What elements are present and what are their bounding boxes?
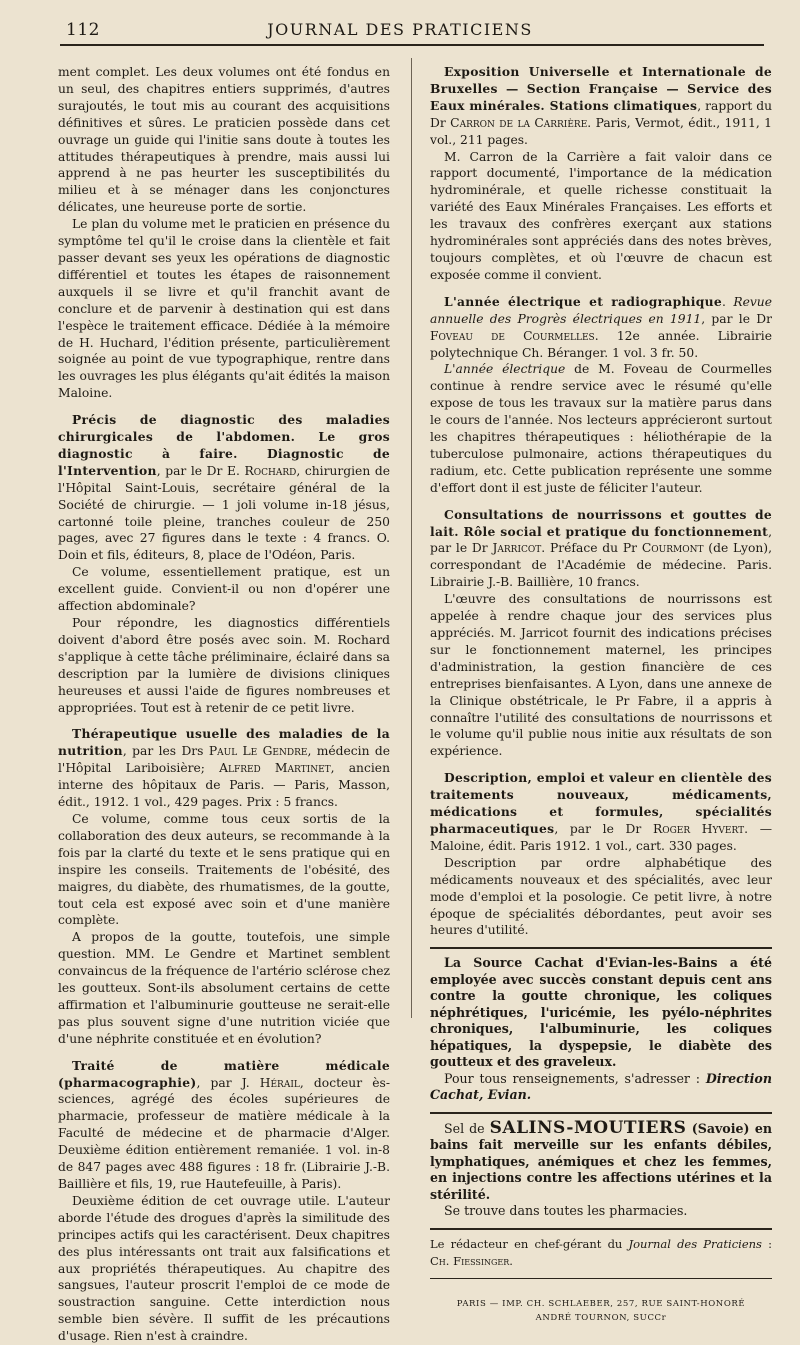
ad-text: Se trouve dans toutes les pharmacies. <box>444 1203 688 1219</box>
paragraph: L'œuvre des consultations de nourrissons est appelée à rendre chaque jour des services plus appréciés. M. Jarricot fournit des indications précises sur le fonctionnement maternel, les principes d'administration, la gestion financière de ces entreprises bienfaisantes. A Lyon, dans une annexe de la Clinique obstétricale, le Pr Fabre, il a appris à connaître l'utilité des consultations de nourrissons et le volume qu'il publie nous initie aux résultats de son expérience. <box>430 592 772 759</box>
review-rochard <box>58 412 390 716</box>
header-rule <box>60 44 764 46</box>
page-number: 112 <box>66 20 100 40</box>
printer-line: ANDRÉ TOURNON, SUCCr <box>535 1312 667 1323</box>
review-citation: . Paris, Vermot, édit., 1911, 1 vol., 211 pages. <box>430 115 772 147</box>
review-citation: , docteur ès-sciences, agrégé des écoles supérieures de pharmacie, professeur de matière médicale à la Faculté de médecine et de pharmacie d'Alger. Deuxième édition entièrement remaniée. 1 vol. in-8 de 847 pages avec 488 figures : 18 fr. (Librairie J.-B. Baillière et fils, 19, rue Hautefeuille, à Paris). <box>58 1075 390 1191</box>
review-subtitle: Revue annuelle des Progrès électriques en 1911 <box>430 294 772 326</box>
review-jarricot <box>430 507 772 761</box>
ad-salins-moutiers <box>430 1117 772 1220</box>
editor-line <box>430 1236 772 1270</box>
column-divider <box>411 58 412 1018</box>
review-title: Description, emploi et valeur en clientèle des traitements nouveaux, médicaments, médications et formules, spécialités pharmaceutiques <box>430 770 772 836</box>
editor-sep: : <box>761 1236 772 1251</box>
printer-line: PARIS — IMP. CH. SCHLAEBER, 257, RUE SAINT-HONORÉ <box>456 1298 746 1309</box>
review-by: , par J. <box>196 1075 260 1090</box>
review-citation: , chirurgien de l'Hôpital Saint-Louis, secrétaire général de la Société de chirurgie. — 1 joli volume in-18 jésus, cartonné toile pleine, tranches couleur de 250 pages, avec 27 figures dans le texte : 4 francs. O. Doin et fils, éditeurs, 8, place de l'Odéon, Paris. <box>58 463 390 563</box>
review-author: E. Rochard <box>227 463 297 478</box>
paragraph: Deuxième édition de cet ouvrage utile. L'auteur aborde l'étude des drogues d'après la similitude des principes actifs qui les caractérisent. Deux chapitres des plus intéressants ont trait aux falsifications et aux propriétés thérapeutiques. Au chapitre des sangsues, l'auteur proscrit l'emploi de ce mode de soustraction sanguine. Cette interdiction nous semble bien sévère. Il suffit de les précautions d'usage. Rien n'est à craindre. <box>58 1193 390 1344</box>
review-by: , par les Drs <box>122 744 209 759</box>
review-title: Thérapeutique usuelle des maladies de la nutrition <box>58 726 390 759</box>
ad-contact: Direction Cachat, Evian. <box>430 1070 772 1103</box>
right-column <box>430 64 772 1325</box>
ad-prefix: Sel de <box>444 1120 490 1136</box>
intro-continuation <box>58 64 390 402</box>
paragraph: Description par ordre alphabétique des médicaments nouveaux et des spécialités, avec leur mode d'emploi et la posologie. Ce petit livre, à notre époque de spécialités débordantes, peut avoir ses heures d'utilité. <box>430 855 772 938</box>
review-author: Carron de la Carrière <box>450 115 588 130</box>
paragraph: ment complet. Les deux volumes ont été fondus en un seul, des chapitres entiers supprimés, d'autres surajoutés, le tout mis au courant des acquisitions définitives et sûres. Le praticien possède dans cet ouvrage un guide qui l'initie sans doute à toutes les attitudes thérapeutiques à prendre, mais aussi lui apprend à ne pas heurter les susceptibilités du milieu et à se ménager dans les conjonctures délicates, une heureuse porte de sortie. <box>58 65 390 215</box>
paragraph: M. Carron de la Carrière a fait valoir dans ce rapport documenté, l'importance de la médication hydrominérale, et quelle richesse constituait la variété des Eaux Minérales Françaises. Les efforts et les travaux des confrères exerçant aux stations hydrominérales sont appréciés dans des notes brèves, toujours complètes, et où l'œuvre de chacun est exposée comme il convient. <box>430 149 772 282</box>
review-by: , par le Dr <box>430 524 772 556</box>
review-by: , rapport du Dr <box>430 98 772 130</box>
editor-journal: Journal des Praticiens <box>628 1236 762 1251</box>
review-citation: . 12e année. Librairie polytechnique Ch. Béranger. 1 vol. 3 fr. 50. <box>430 328 772 360</box>
review-author: Foveau de Courmelles <box>430 328 595 343</box>
page-header <box>0 0 800 50</box>
review-title: Traité de matière médicale (pharmacographie) <box>58 1057 390 1090</box>
review-by: , par le Dr <box>156 463 227 478</box>
review-author: Hérail <box>259 1075 300 1090</box>
review-by: , par le Dr <box>554 821 653 836</box>
paragraph: Le plan du volume met le praticien en présence du symptôme tel qu'il le croise dans la clientèle et fait passer devant ses yeux les opérations de diagnostic différentiel et toutes les étapes de raisonnement auxquels il se livre et qu'il franchit avant de conclure et de parvenir à destination qui est dans l'espèce le traitement efficace. Dédiée à la mémoire de H. Huchard, l'édition présente, particulièrement soignée au point de vue typographique, rentre dans les ouvrages les plus élégants qu'ait édités la maison Maloine. <box>58 217 390 401</box>
review-author: Courmont <box>641 541 704 556</box>
paragraph: Pour répondre, les diagnostics différentiels doivent d'abord être posés avec soin. M. Rochard s'applique à cette tâche préliminaire, éclairé dans sa description par la lumière de divisions cliniques heureuses et aussi l'aide de figures nombreuses et appropriées. Tout est à retenir de ce petit livre. <box>58 616 390 715</box>
paragraph: Ce volume, essentiellement pratique, est un excellent guide. Convient-il ou non d'opérer une affection abdominale? <box>58 565 390 614</box>
review-author: Alfred Martinet <box>219 761 331 776</box>
review-author: Paul Le Gendre <box>208 744 308 759</box>
review-citation: . Préface du Pr <box>541 541 642 556</box>
printer-imprint <box>430 1297 772 1325</box>
review-title: Exposition Universelle et Internationale de Bruxelles — Section Française — Service des Eaux minérales. Stations climatiques <box>430 64 772 113</box>
review-citation: . — Maloine, édit. Paris 1912. 1 vol., cart. 330 pages. <box>430 821 772 853</box>
review-title: Consultations de nourrissons et gouttes de lait. Rôle social et pratique du fonctionnement <box>430 506 772 539</box>
ad-contact-prefix: Pour tous renseignements, s'adresser : <box>444 1070 706 1086</box>
ad-rule <box>430 1112 772 1114</box>
ad-rule <box>430 1228 772 1230</box>
review-foveau: L'année électrique et radiographique. Revue annuelle des Progrès électriques en 1911, par le Dr Foveau de Courmelles. 12e année. Librairie polytechnique Ch. Béranger. 1 vol. 3 fr. 50. L'année électrique de M. Foveau de Courmelles continue à rendre service avec le résumé qu'elle expose de tous les travaux sur la matière parus dans le cours de l'année. Nos lecteurs apprécieront surtout les chapitres thérapeutiques : héliothérapie de la tuberculose pulmonaire, actions thérapeutiques du radium, etc. Cette publication représente une somme d'effort dont il est juste de féliciter l'auteur. <box>430 293 772 495</box>
review-author: Jarricot <box>492 541 542 556</box>
book-title-inline: L'année électrique <box>444 362 566 377</box>
review-citation: , ancien interne des hôpitaux de Paris. — Paris, Masson, édit., 1912. 1 vol., 429 pages. Prix : 5 francs. <box>58 761 390 810</box>
editor-name: Ch. Fiessinger. <box>430 1253 513 1268</box>
paragraph: Ce volume, comme tous ceux sortis de la collaboration des deux auteurs, se recommande à la fois par la clarté du texte et le sens pratique qui en inspire les conseils. Traitements de l'obésité, des maigres, du diabète, des rhumatismes, de la goutte, tout cela est exposé avec soin et d'une manière complète. <box>58 811 390 928</box>
review-title: L'année électrique et radiographique <box>444 293 723 309</box>
review-hyvert <box>430 770 772 939</box>
review-herail <box>58 1058 390 1345</box>
ad-rule <box>430 947 772 949</box>
ad-text: La Source Cachat d'Evian-les-Bains a été employée avec succès constant depuis cent ans contre la goutte chronique, les coliques néphrétiques, l'uricémie, les pyélo-néphrites chroniques, l'albuminurie, les coliques hépatiques, la dyspepsie, le diabète des goutteux et des graveleux. <box>430 955 772 1070</box>
paragraph: de M. Foveau de Courmelles continue à rendre service avec le résumé qu'elle expose de tous les travaux sur la matière parus dans le cours de l'année. Nos lecteurs apprécieront surtout les chapitres thérapeutiques : héliothérapie de la tuberculose pulmonaire, actions thérapeutiques du radium, etc. Cette publication représente une somme d'effort dont il est juste de féliciter l'auteur. <box>430 362 772 495</box>
journal-title: JOURNAL DES PRATICIENS <box>267 20 533 39</box>
ad-text: (Savoie) en bains fait merveille sur les enfants débiles, lymphatiques, anémiques et chez les femmes, en injections contre les affections utérines et la stérilité. <box>430 1120 772 1202</box>
review-carron <box>430 64 772 284</box>
footer-rule <box>430 1278 772 1279</box>
left-column <box>58 64 390 1345</box>
review-citation: (de Lyon), correspondant de l'Académie de médecine. Paris. Librairie J.-B. Baillière, 10 francs. <box>430 541 772 590</box>
paragraph: A propos de la goutte, toutefois, une simple question. MM. Le Gendre et Martinet semblent convaincus de la fréquence de l'artério sclérose chez les goutteux. Sont-ils absolument certains de cette affirmation et l'albuminurie goutteuse ne serait-elle pas plus souvent signe d'une nutrition viciée que d'une néphrite constituée et en évolution? <box>58 930 390 1046</box>
review-title: Précis de diagnostic des maladies chirurgicales de l'abdomen. Le gros diagnostic à faire. Diagnostic de l'Intervention <box>58 412 390 478</box>
review-author: Roger Hyvert <box>652 821 745 836</box>
review-citation: , médecin de l'Hôpital Lariboisière; <box>58 744 391 776</box>
review-by: , par le Dr <box>701 311 772 326</box>
ad-brand: SALINS-MOUTIERS <box>489 1117 687 1138</box>
ad-source-cachat <box>430 955 772 1104</box>
editor-prefix: Le rédacteur en chef-gérant du <box>430 1236 629 1251</box>
review-legendre <box>58 726 390 1047</box>
